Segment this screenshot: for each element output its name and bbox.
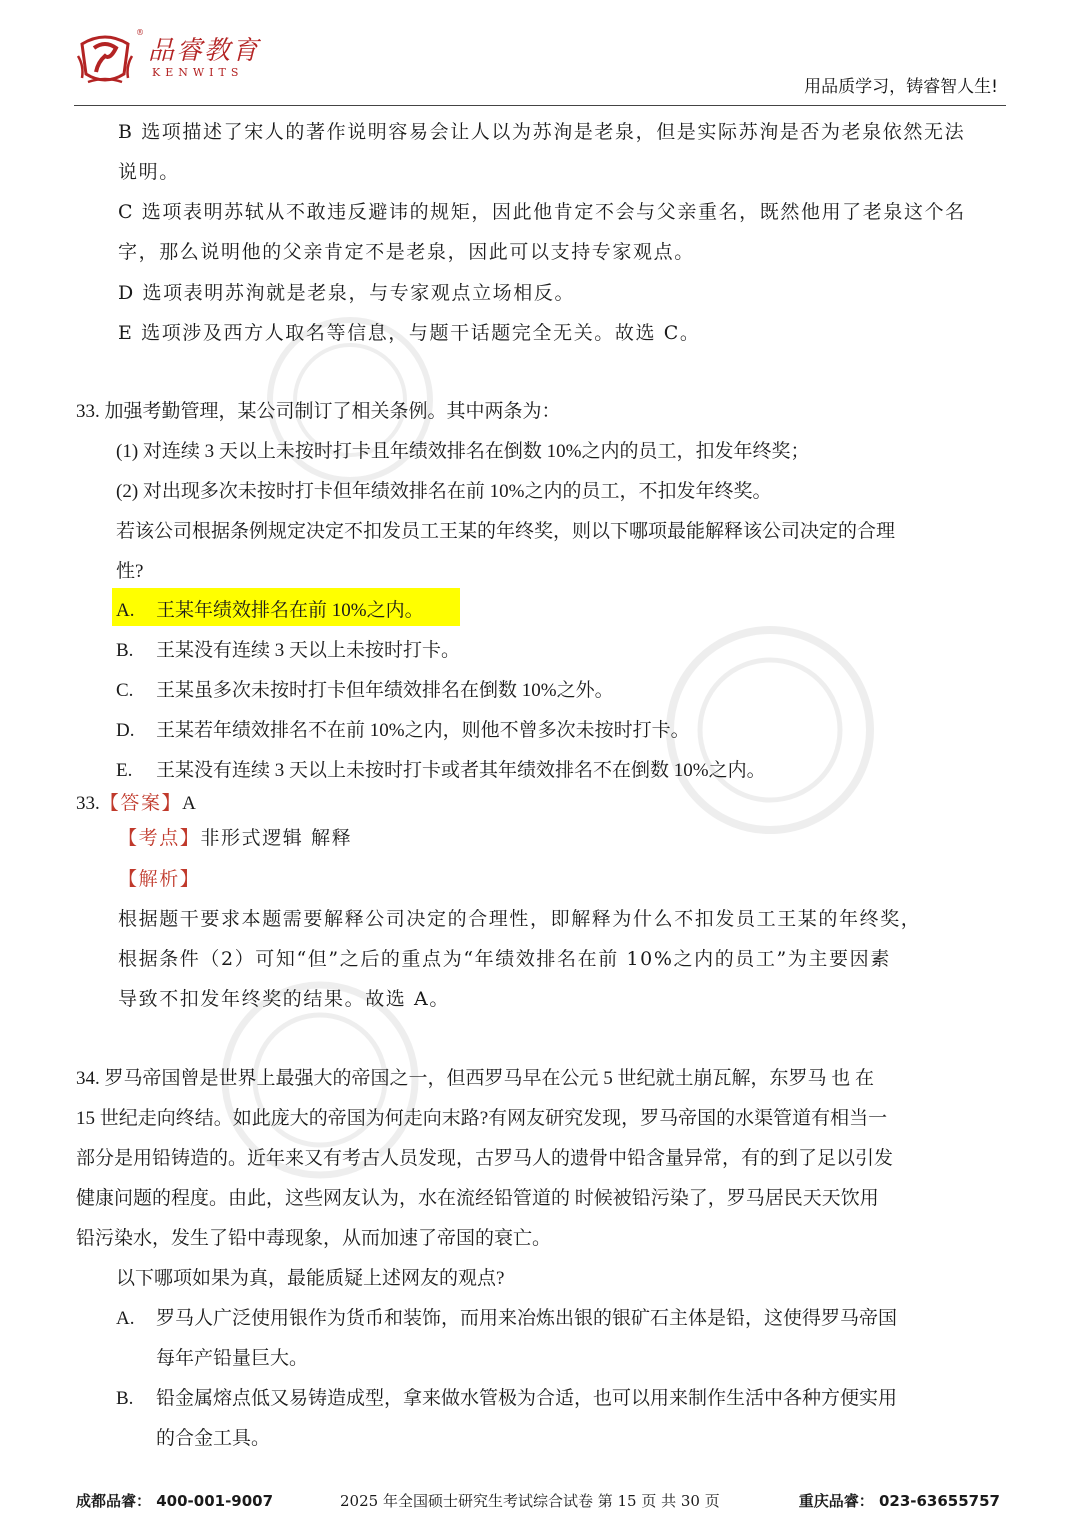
option-letter: B.: [116, 1388, 134, 1409]
prev-analysis-line: C 选项表明苏轼从不敢违反避讳的规矩，因此他肯定不会与父亲重名，既然他用了老泉这个名: [118, 201, 966, 223]
question-33-rule-2: (2) 对出现多次未按时打卡但年绩效排名在前 10%之内的员工，不扣发年终奖。: [116, 481, 772, 502]
prev-analysis-line: D 选项表明苏洵就是老泉，与专家观点立场相反。: [118, 282, 576, 304]
answer-line: [76, 791, 196, 816]
footer-chongqing-phone: 重庆品睿： 023-63655757: [798, 1492, 1000, 1510]
option-text: 王某没有连续 3 天以上未按时打卡。: [156, 640, 461, 661]
prev-analysis-line: 说明。: [118, 161, 180, 183]
question-34-stem-line: 部分是用铅铸造的。近年来又有考古人员发现，古罗马人的遗骨中铅含量异常，有的到了足以引发: [76, 1148, 894, 1169]
point-tag: 【考点】: [118, 827, 201, 849]
kenwits-logo: [74, 26, 264, 92]
footer-page-info: 2025 年全国硕士研究生考试综合试卷 第 15 页 共 30 页: [340, 1492, 720, 1510]
prev-analysis-line: B 选项描述了宋人的著作说明容易会让人以为苏洵是老泉，但是实际苏洵是否为老泉依然无法: [118, 121, 966, 143]
question-33-prompt: 若该公司根据条例规定决定不扣发员工王某的年终奖，则以下哪项最能解释该公司决定的合理: [116, 521, 896, 542]
option-b: [116, 639, 460, 663]
q34-option-b: [116, 1387, 897, 1411]
q34-option-a: [116, 1307, 897, 1331]
prev-analysis-line: 字，那么说明他的父亲肯定不是老泉，因此可以支持专家观点。: [118, 241, 695, 263]
option-text: 王某虽多次未按时打卡但年绩效排名在倒数 10%之外。: [156, 680, 614, 701]
prev-analysis-line: E 选项涉及西方人取名等信息，与题干话题完全无关。故选 C。: [118, 322, 701, 344]
option-letter: E.: [116, 760, 133, 781]
analysis-line: 根据题干要求本题需要解释公司决定的合理性，即解释为什么不扣发员工王某的年终奖，: [118, 908, 922, 930]
logo-chinese-name: 品睿教育: [148, 36, 261, 66]
registered-mark: ®: [136, 28, 144, 37]
question-34-stem-line: 铅污染水，发生了铅中毒现象，从而加速了帝国的衰亡。: [76, 1228, 552, 1249]
point-text: 非形式逻辑 解释: [200, 827, 353, 849]
option-letter: B.: [116, 640, 134, 661]
option-letter: A.: [116, 600, 135, 621]
option-letter: D.: [116, 720, 135, 741]
analysis-line: 导致不扣发年终奖的结果。故选 A。: [118, 988, 450, 1010]
question-34-prompt: 以下哪项如果为真，最能质疑上述网友的观点?: [116, 1268, 505, 1289]
analysis-tag: 【解析】: [118, 868, 201, 890]
option-text: 王某没有连续 3 天以上未按时打卡或者其年绩效排名不在倒数 10%之内。: [156, 760, 766, 781]
logo-english-name: KENWITS: [152, 66, 244, 79]
question-34-stem-line: 15 世纪走向终结。如此庞大的帝国为何走向末路?有网友研究发现，罗马帝国的水渠管道有相当一: [76, 1108, 888, 1129]
question-33-rule-1: (1) 对连续 3 天以上未按时打卡且年绩效排名在倒数 10%之内的员工，扣发年终奖；: [116, 441, 810, 462]
option-text: 铅金属熔点低又易铸造成型，拿来做水管极为合适，也可以用来制作生活中各种方便实用: [156, 1388, 898, 1409]
knowledge-point-line: [118, 826, 352, 850]
page-header: [0, 0, 1080, 108]
question-34-stem-line: 34. 罗马帝国曾是世界上最强大的帝国之一，但西罗马早在公元 5 世纪就土崩瓦解，东罗马 也 在: [76, 1068, 875, 1089]
option-c: [116, 679, 614, 703]
option-a: [116, 599, 424, 623]
logo-emblem-icon: [74, 26, 136, 88]
option-letter: A.: [116, 1308, 135, 1329]
option-e: [116, 759, 766, 783]
option-letter: C.: [116, 680, 134, 701]
option-text: 罗马人广泛使用银作为货币和装饰，而用来冶炼出银的银矿石主体是铅，这使得罗马帝国: [156, 1308, 898, 1329]
answer-number: 33.: [76, 793, 100, 814]
option-d: [116, 719, 690, 743]
question-33-prompt-cont: 性?: [116, 561, 144, 582]
option-text: 王某年绩效排名在前 10%之内。: [156, 600, 424, 621]
option-text: 王某若年绩效排名不在前 10%之内，则他不曾多次未按时打卡。: [156, 720, 690, 741]
header-divider: [74, 105, 1006, 106]
footer-chengdu-phone: 成都品睿： 400-001-9007: [76, 1492, 274, 1510]
q34-option-b-cont: 的合金工具。: [156, 1428, 271, 1449]
question-34-stem-line: 健康问题的程度。由此，这些网友认为，水在流经铅管道的 时候被铅污染了，罗马居民天天饮用: [76, 1188, 879, 1209]
answer-tag: 【答案】: [99, 792, 183, 814]
q34-option-a-cont: 每年产铅量巨大。: [156, 1348, 309, 1369]
header-slogan: 用品质学习，铸睿智人生!: [804, 77, 998, 97]
question-33-stem: 33. 加强考勤管理，某公司制订了相关条例。其中两条为：: [76, 401, 561, 422]
answer-value: A: [182, 793, 196, 814]
analysis-line: 根据条件（2）可知“但”之后的重点为“年绩效排名在前 10%之内的员工”为主要因素: [118, 948, 891, 970]
